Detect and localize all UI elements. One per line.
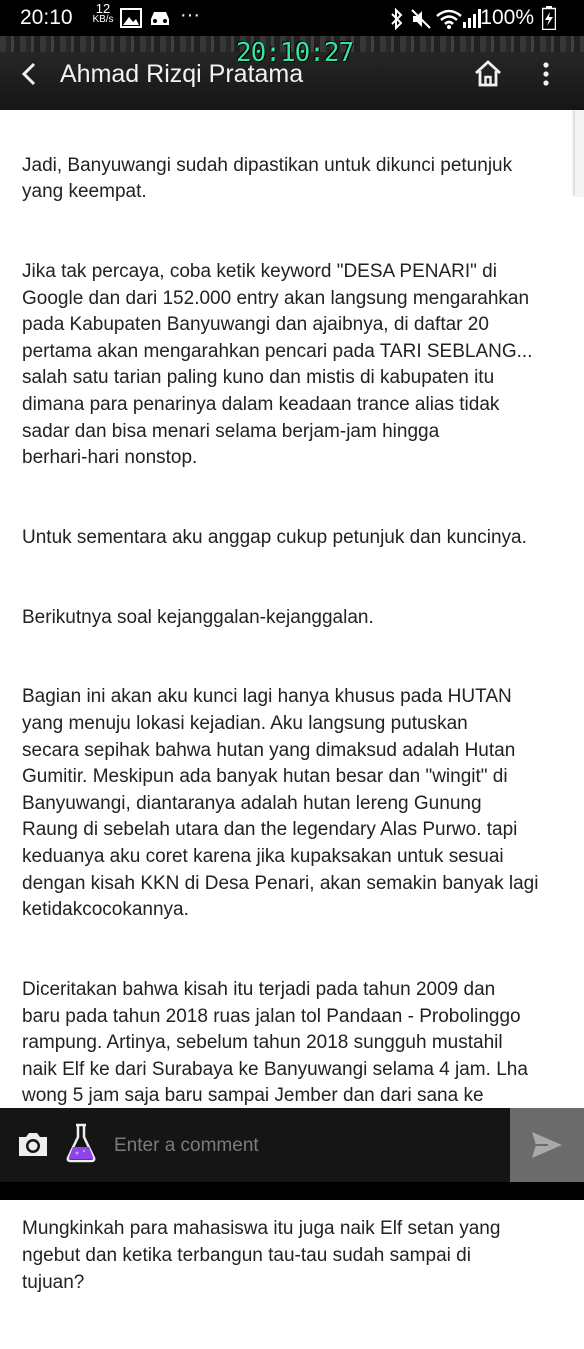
post-paragraph: Untuk sementara aku anggap cukup petunjuk dan kuncinya.	[22, 526, 527, 548]
comment-bar	[0, 1108, 584, 1182]
app-header	[0, 36, 584, 110]
scroll-indicator[interactable]	[574, 110, 584, 196]
comment-input[interactable]	[112, 1130, 496, 1162]
status-time: 20:10	[20, 6, 73, 29]
flask-button[interactable]	[64, 1122, 98, 1164]
clock-overlay: 20:10:27	[236, 38, 354, 68]
wifi-icon	[436, 8, 462, 35]
navigation-bar	[0, 1182, 584, 1200]
car-icon	[148, 8, 172, 33]
post-paragraph: Jadi, Banyuwangi sudah dipastikan untuk dikunci petunjuk yang keempat.	[22, 154, 513, 203]
flask-icon	[64, 1122, 98, 1164]
overflow-dots: ···	[180, 4, 200, 26]
more-options-button[interactable]	[534, 58, 558, 90]
post-paragraph: Bagian ini akan aku kunci lagi hanya khusus pada HUTAN yang menuju lokasi kejadian. Aku langsung putuskan secara sepihak bahwa hutan yang dimaksud adalah Hutan Gumitir. Meskipun ada banyak hutan besar dan "wingit" di Banyuwangi, diantaranya adalah hutan lereng Gunung Raung di sebelah utara dan the legendary Alas Purwo. tapi keduanya aku coret karena jika kupaksakan untuk sesuai dengan kisah KKN di Desa Penari, akan semakin banyak lagi ketidakcocokannya.	[22, 686, 539, 921]
image-icon	[120, 8, 142, 33]
mute-icon	[410, 8, 432, 35]
post-paragraph: Jika tak percaya, coba ketik keyword "DESA PENARI" di Google dan dari 152.000 entry akan langsung mengarahkan pada Kabupaten Banyuwangi dan ajaibnya, di daftar 20 pertama akan mengarahkan pencari pada TARI SEBLANG... salah satu tarian paling kuno dan mistis di kabupaten itu dimana para penarinya dalam keadaan trance alias tidak sadar dan bisa menari selama berjam-jam hingga berhari-hari nonstop.	[22, 260, 533, 469]
battery-charging-icon	[542, 6, 556, 35]
battery-percent: 100%	[480, 6, 534, 29]
network-speed	[90, 3, 116, 25]
send-button[interactable]	[510, 1108, 584, 1182]
network-speed-unit: KB/s	[92, 14, 114, 25]
network-speed-value: 12	[95, 1, 111, 16]
send-icon	[530, 1130, 564, 1160]
page-title: Ahmad Rizqi Pratama	[60, 60, 304, 88]
camera-icon	[16, 1128, 50, 1160]
back-button[interactable]	[12, 56, 48, 92]
home-button[interactable]	[472, 58, 504, 90]
camera-button[interactable]	[16, 1128, 50, 1160]
status-bar	[0, 0, 584, 36]
more-vert-icon	[534, 58, 558, 90]
home-icon	[472, 58, 504, 90]
post-paragraph: Mungkinkah para mahasiswa itu juga naik Elf setan yang ngebut dan ketika terbangun tau-tau sudah sampai di tujuan?	[22, 1218, 501, 1293]
bluetooth-icon	[390, 8, 404, 35]
post-paragraph: Berikutnya soal kejanggalan-kejanggalan.	[22, 606, 374, 628]
signal-icon	[462, 8, 482, 33]
back-arrow-icon	[12, 56, 48, 92]
post-paragraph: Diceritakan bahwa kisah itu terjadi pada tahun 2009 dan baru pada tahun 2018 ruas jalan tol Pandaan - Probolinggo rampung. Artinya, sebelum tahun 2018 sungguh mustahil naik Elf ke dari Surabaya ke Banyuwangi selama 4 jam. Lha wong 5 jam saja baru sampai Jember dan dari sana ke	[22, 979, 528, 1107]
